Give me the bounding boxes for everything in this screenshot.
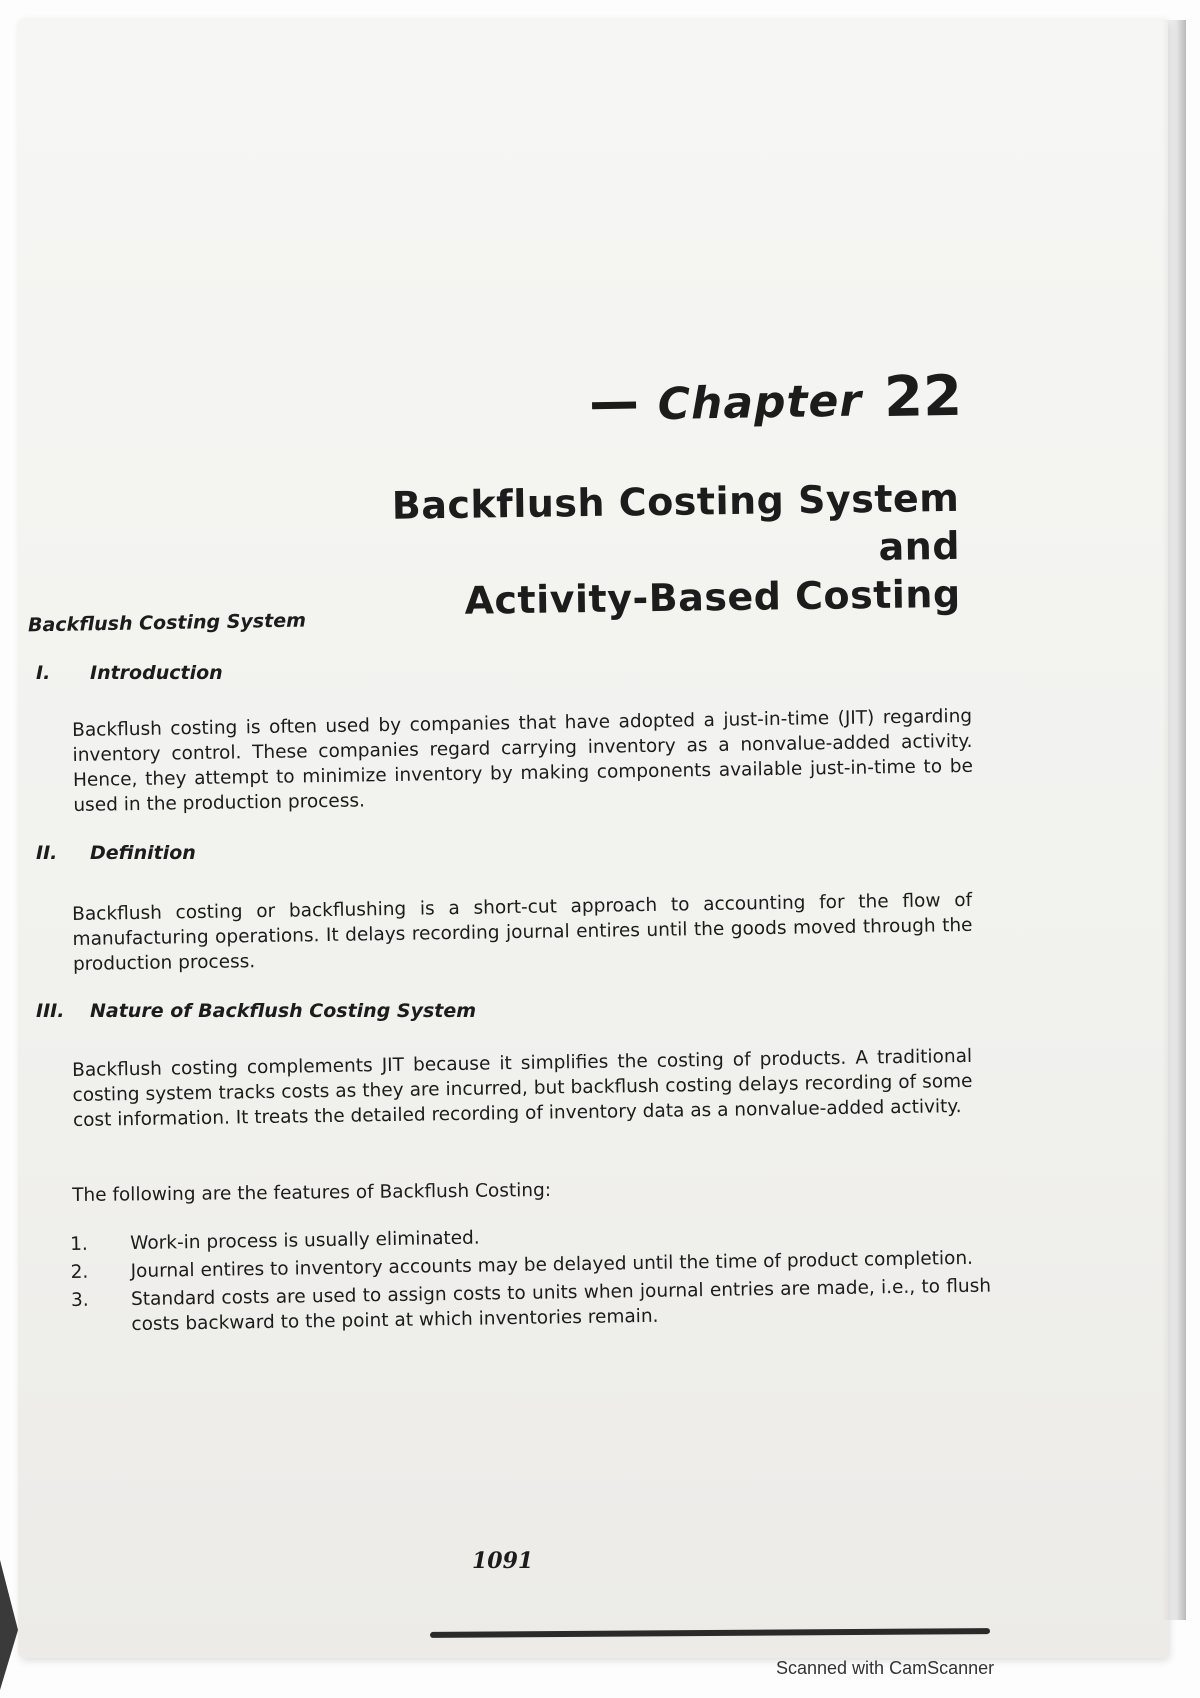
page-number: 1091 — [472, 1548, 534, 1574]
chapter-word: Chapter — [657, 375, 863, 431]
scanner-watermark: Scanned with CamScanner — [776, 1658, 995, 1678]
list-item-text: Journal entires to inventory accounts may be delayed until the time of product completion. — [130, 1247, 974, 1283]
chapter-title-line-1: Backflush Costing System and — [391, 475, 961, 569]
paper-sheet — [18, 18, 1168, 1658]
heading-number: II. — [36, 842, 58, 864]
chapter-dash — [592, 401, 636, 409]
list-item — [71, 1274, 992, 1338]
list-item-number: 2. — [70, 1261, 89, 1283]
chapter-title — [359, 474, 961, 626]
features-lead: The following are the features of Backflush Costing: — [72, 1179, 552, 1206]
list-item-text: Work-in process is usually eliminated. — [130, 1227, 480, 1255]
paragraph-definition: Backflush costing or backflushing is a short-cut approach to accounting for the flow of manufacturing operations. It delays recording journal entires until the goods moved through the production process. — [72, 889, 973, 975]
heading-nature — [36, 1000, 476, 1022]
heading-text: Introduction — [90, 662, 223, 684]
chapter-number: 22 — [883, 363, 963, 431]
chapter-heading — [592, 363, 963, 431]
heading-number: III. — [36, 1000, 65, 1022]
list-item-number: 1. — [70, 1233, 89, 1255]
heading-text: Nature of Backflush Costing System — [90, 1000, 477, 1022]
paper-corner-shadow — [0, 1560, 18, 1690]
heading-text: Definition — [90, 842, 196, 864]
chapter-title-line-2: Activity-Based Costing — [464, 571, 961, 623]
section-label: Backflush Costing System — [27, 609, 307, 637]
features-list — [70, 1218, 992, 1341]
list-item-number: 3. — [70, 1289, 89, 1311]
heading-introduction — [36, 662, 223, 684]
list-item-text: Standard costs are used to assign costs to units when journal entries are made, i.e., to flush costs backward to the point at which inventories remain. — [130, 1275, 992, 1336]
heading-definition — [36, 842, 196, 864]
heading-number: I. — [36, 662, 51, 684]
paper-edge-shadow — [1162, 20, 1186, 1620]
paragraph-nature: Backflush costing complements JIT because it simplifies the costing of products. A traditional costing system tracks costs as they are incurred, but backflush costing delays recording of some cost information. It treats the detailed recording of inventory data as a nonvalue-added activity. — [72, 1045, 973, 1131]
paragraph-introduction: Backflush costing is often used by companies that have adopted a just-in-time (JIT) regarding inventory control. These companies regard carrying inventory as a nonvalue-added activity. Hence, they attempt to minimize inventory by making components available just-in-time to be used in the production process. — [72, 705, 974, 816]
